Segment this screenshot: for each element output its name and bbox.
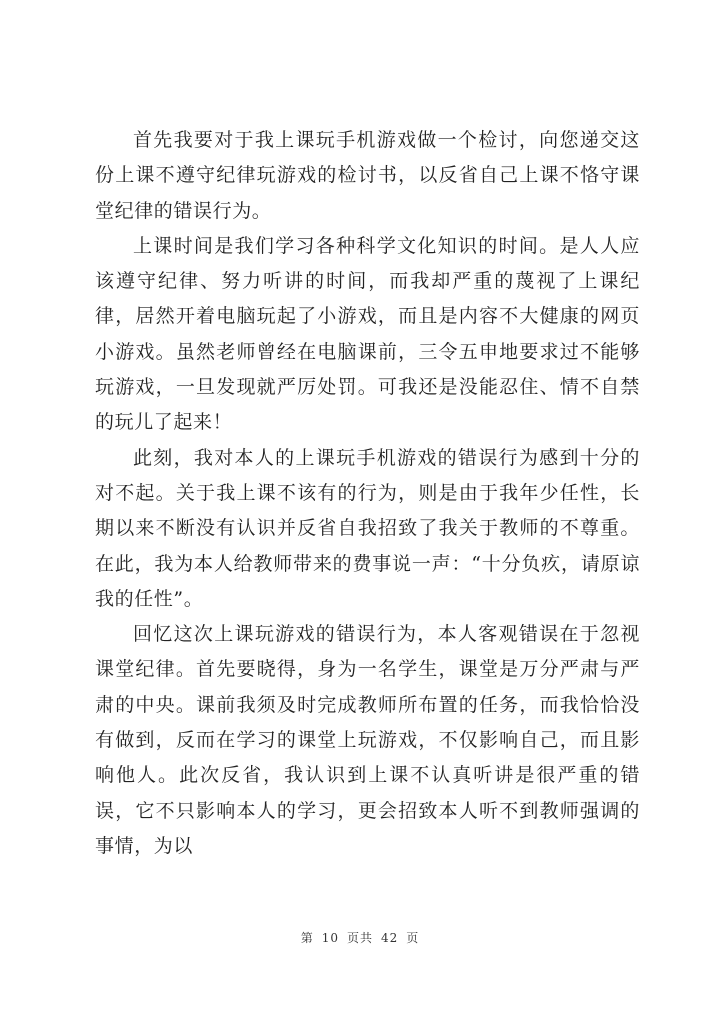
- current-page-number: 10: [321, 931, 339, 945]
- page-footer: [0, 929, 720, 946]
- paragraph-2: 上课时间是我们学习各种科学文化知识的时间。是人人应该遵守纪律、努力听讲的时间，而我却严重的蔑视了上课纪律，居然开着电脑玩起了小游戏，而且是内容不大健康的网页小游戏。虽然老师曾经在电脑课前，三令五申地要求过不能够玩游戏，一旦发现就严厉处罚。可我还是没能忍住、情不自禁的玩儿了起来！: [95, 234, 640, 434]
- document-body: [95, 123, 640, 864]
- page-label-suffix: 页: [406, 931, 420, 945]
- paragraph-4: 回忆这次上课玩游戏的错误行为，本人客观错误在于忽视课堂纪律。首先要晓得，身为一名学生，课堂是万分严肃与严肃的中央。课前我须及时完成教师所布置的任务，而我恰恰没有做到，反而在学习的课堂上玩游戏，不仅影响自己，而且影响他人。此次反省，我认识到上课不认真听讲是很严重的错误，它不只影响本人的学习，更会招致本人听不到教师强调的事情，为以: [95, 623, 640, 857]
- total-pages-number: 42: [381, 931, 399, 945]
- paragraph-3: 此刻，我对本人的上课玩手机游戏的错误行为感到十分的对不起。关于我上课不该有的行为，则是由于我年少任性，长期以来不断没有认识并反省自我招致了我关于教师的不尊重。在此，我为本人给教师带来的费事说一声：“十分负疚，请原谅我的任性”。: [95, 446, 640, 610]
- paragraph-1: 首先我要对于我上课玩手机游戏做一个检讨，向您递交这份上课不遵守纪律玩游戏的检讨书，以反省自己上课不恪守课堂纪律的错误行为。: [95, 129, 640, 222]
- page-label-middle: 页共: [346, 931, 373, 945]
- page-label-prefix: 第: [300, 931, 314, 945]
